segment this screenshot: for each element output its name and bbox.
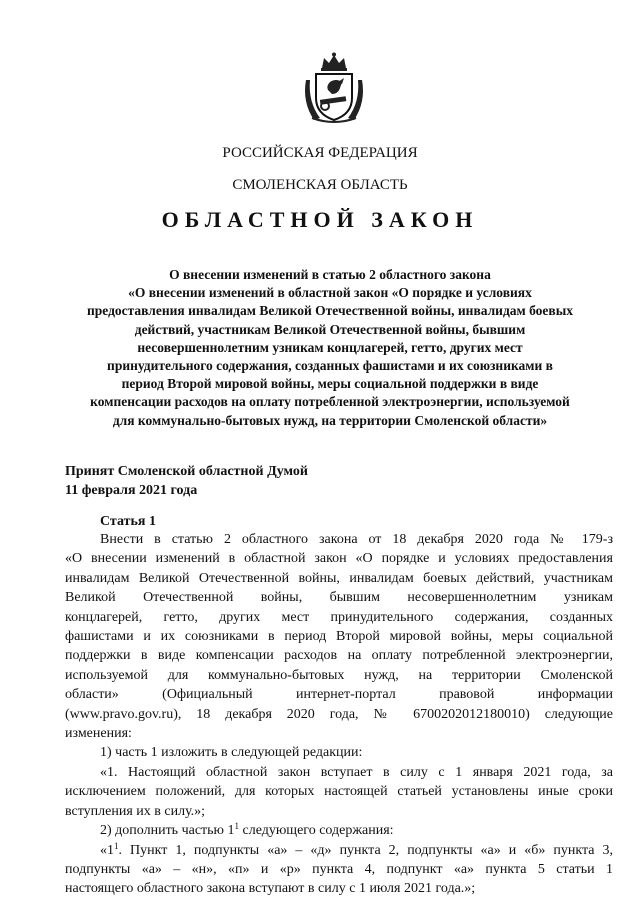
adoption-date: 11 февраля 2021 года bbox=[65, 483, 198, 498]
article-line: (www.pravo.gov.ru), 18 декабря 2020 года, № 6700202012180010) следующие bbox=[65, 706, 613, 722]
quote-line bbox=[65, 841, 613, 860]
law-title-line: несовершеннолетним узникам концлагерей, гетто, других мест bbox=[137, 339, 523, 355]
country-name: РОССИЙСКАЯ ФЕДЕРАЦИЯ bbox=[222, 145, 418, 161]
article-line: используемой для коммунально-бытовых нужд, на территории Смоленской bbox=[65, 667, 613, 683]
article-line: области» (Официальный интернет-портал правовой информации bbox=[65, 687, 613, 703]
article-line: концлагерей, гетто, других мест принудительного содержания, созданных bbox=[65, 609, 613, 625]
quote2-superscript: 1 bbox=[114, 840, 119, 851]
law-title-line: компенсации расходов на оплату потребленной электроэнергии, используемой bbox=[90, 394, 570, 410]
article-line: инвалидам Великой Отечественной войны, инвалидам боевых действий, участникам bbox=[65, 570, 613, 586]
law-title-line: принудительного содержания, созданных фашистами и их союзниками в bbox=[107, 358, 553, 374]
article-line: поддержки в виде компенсации расходов на оплату потребленной электроэнергии, bbox=[65, 648, 613, 664]
article-line: Великой Отечественной войны, бывшим несовершеннолетним узникам bbox=[65, 590, 613, 606]
article-line: фашистами и их союзниками в период Второй мировой войны, меры социальной bbox=[65, 629, 613, 645]
smolensk-coat-of-arms-icon bbox=[298, 52, 370, 124]
law-title-line: О внесении изменений в статью 2 областного закона bbox=[169, 267, 491, 282]
region-name: СМОЛЕНСКАЯ ОБЛАСТЬ bbox=[232, 177, 408, 193]
adoption-body: Принят Смоленской областной Думой bbox=[65, 464, 308, 479]
law-title bbox=[60, 266, 600, 430]
quote-line: исключением положений, для которых настоящей статьей установлены иные сроки bbox=[65, 784, 613, 800]
quote2-first: . Пункт 1, подпункты «а» – «д» пункта 2, подпункты «а» и «б» пункта 3, bbox=[118, 842, 613, 858]
article-line: Внести в статью 2 областного закона от 18 декабря 2020 года № 179-з bbox=[100, 532, 613, 547]
article-line: «О внесении изменений в областной закон «О порядке и условиях предоставления bbox=[65, 551, 613, 567]
amendment-item-2 bbox=[65, 821, 613, 840]
law-title-line: период Второй мировой войны, меры социальной поддержки в виде bbox=[121, 376, 539, 392]
law-title-line: предоставления инвалидам Великой Отечественной войны, инвалидам боевых bbox=[86, 303, 574, 319]
document-type-title: ОБЛАСТНОЙ ЗАКОН bbox=[161, 207, 479, 232]
amendment-item-1: 1) часть 1 изложить в следующей редакции: bbox=[100, 745, 363, 761]
article-line: изменения: bbox=[65, 726, 132, 742]
law-title-line: действий, участникам Великой Отечественной войны, бывшим bbox=[134, 321, 526, 337]
law-title-line: для коммунально-бытовых нужд, на территории Смоленской области» bbox=[112, 412, 548, 428]
item2-prefix: 2) дополнить частью 1 bbox=[100, 823, 235, 839]
quote-line: настоящего областного закона вступают в силу с 1 июля 2021 года.»; bbox=[65, 881, 476, 897]
law-title-line: «О внесении изменений в областной закон «О порядке и условиях bbox=[128, 285, 532, 301]
quote2-prefix: «1 bbox=[100, 842, 114, 858]
quote-line: «1. Настоящий областной закон вступает в силу с 1 января 2021 года, за bbox=[100, 764, 613, 780]
item2-suffix: следующего содержания: bbox=[239, 823, 394, 839]
item2-superscript: 1 bbox=[234, 821, 239, 832]
quote-line: вступления их в силу.»; bbox=[65, 803, 206, 819]
article-body bbox=[65, 530, 613, 899]
adoption-note bbox=[65, 462, 308, 500]
article-heading: Статья 1 bbox=[100, 514, 156, 529]
quote-line: подпункты «а» – «н», «п» и «р» пункта 4, подпункт «а» пункта 5 статьи 1 bbox=[65, 861, 613, 877]
